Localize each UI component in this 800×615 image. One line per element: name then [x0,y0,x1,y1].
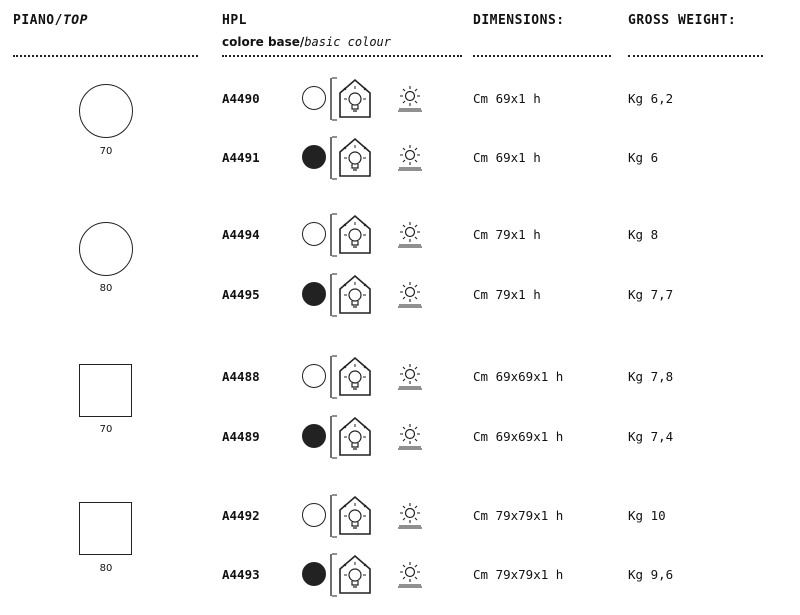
sun-outdoor-icon [396,362,424,394]
white-colour-swatch [302,503,326,527]
dimensions-value: Cm 79x1 h [473,287,541,302]
gross-weight-value: Kg 9,6 [628,567,674,582]
indoor-lamp-house-icon [329,493,373,543]
sun-outdoor-icon [396,560,424,592]
round-top-shape [79,84,133,138]
indoor-lamp-house-icon [329,414,373,464]
dimensions-value: Cm 79x1 h [473,227,541,242]
top-size-label: 80 [99,563,113,574]
indoor-lamp-house-icon [329,135,373,185]
dimensions-value: Cm 79x79x1 h [473,567,564,582]
indoor-lamp-house-icon [329,354,373,404]
dimensions-value: Cm 69x69x1 h [473,429,564,444]
product-code: A4495 [222,287,260,302]
black-colour-swatch [302,424,326,448]
black-colour-swatch [302,562,326,586]
white-colour-swatch [302,222,326,246]
header-hpl: HPL [222,13,247,28]
divider-col4 [628,55,763,57]
dimensions-value: Cm 69x1 h [473,150,541,165]
product-code: A4488 [222,369,260,384]
divider-col3 [473,55,611,57]
gross-weight-value: Kg 7,8 [628,369,674,384]
gross-weight-value: Kg 8 [628,227,659,242]
gross-weight-value: Kg 10 [628,508,666,523]
product-code: A4494 [222,227,260,242]
top-size-label: 70 [99,424,113,435]
dimensions-value: Cm 69x1 h [473,91,541,106]
dimensions-value: Cm 79x79x1 h [473,508,564,523]
sun-outdoor-icon [396,143,424,175]
divider-col2 [222,55,462,57]
header-dimensions: DIMENSIONS: [473,13,565,28]
black-colour-swatch [302,145,326,169]
round-top-shape [79,222,133,276]
product-code: A4490 [222,91,260,106]
divider-col1 [13,55,198,57]
sun-outdoor-icon [396,501,424,533]
sun-outdoor-icon [396,84,424,116]
gross-weight-value: Kg 7,7 [628,287,674,302]
top-size-label: 70 [99,146,113,157]
header-gross-weight: GROSS WEIGHT: [628,13,737,28]
indoor-lamp-house-icon [329,212,373,262]
white-colour-swatch [302,364,326,388]
sun-outdoor-icon [396,220,424,252]
indoor-lamp-house-icon [329,76,373,126]
indoor-lamp-house-icon [329,272,373,322]
header-colour-subtitle [222,35,391,49]
black-colour-swatch [302,282,326,306]
square-top-shape [79,364,132,417]
colour-subtitle-bold: colore base/ [222,35,305,49]
square-top-shape [79,502,132,555]
sun-outdoor-icon [396,280,424,312]
top-size-label: 80 [99,283,113,294]
product-code: A4492 [222,508,260,523]
gross-weight-value: Kg 7,4 [628,429,674,444]
header-piano-label: PIANO/ [13,13,63,28]
sun-outdoor-icon [396,422,424,454]
colour-subtitle-italic: basic colour [304,35,392,49]
header-piano-top [13,13,88,28]
product-code: A4491 [222,150,260,165]
gross-weight-value: Kg 6 [628,150,659,165]
product-code: A4489 [222,429,260,444]
dimensions-value: Cm 69x69x1 h [473,369,564,384]
header-top-label: TOP [62,13,88,28]
indoor-lamp-house-icon [329,552,373,602]
product-code: A4493 [222,567,260,582]
white-colour-swatch [302,86,326,110]
gross-weight-value: Kg 6,2 [628,91,674,106]
